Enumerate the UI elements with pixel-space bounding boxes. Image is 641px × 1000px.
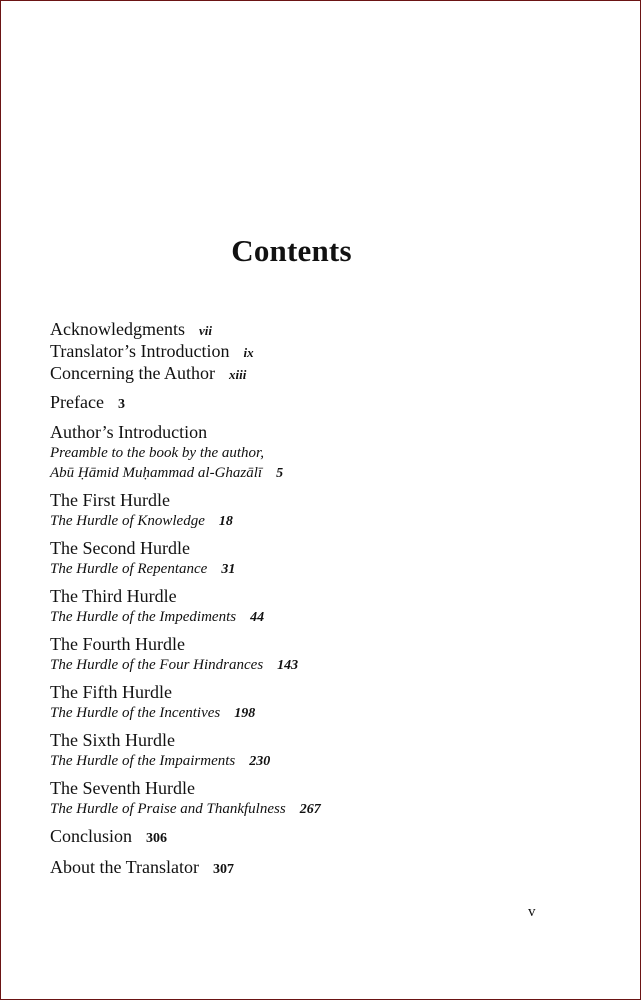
toc-entry-conclusion xyxy=(50,826,590,849)
toc-entry-preface xyxy=(50,392,590,415)
toc-entry-page: 3 xyxy=(117,397,125,412)
toc-entry-page: 44 xyxy=(250,610,265,625)
toc-entry-subtitle: The Hurdle of the Impairments xyxy=(50,753,236,769)
toc-entry-label: Author’s Introduction xyxy=(50,422,208,442)
toc-entry-concerning-the-author xyxy=(50,363,590,385)
toc-entry-subtitle: The Hurdle of the Impediments xyxy=(50,609,237,625)
toc-entry-subtitle: Preamble to the book by the author, xyxy=(50,445,264,461)
toc-entry-page: 306 xyxy=(146,831,168,846)
toc-entry-page: 230 xyxy=(249,754,271,769)
toc-entry-subtitle: The Hurdle of Repentance xyxy=(50,561,208,577)
toc-entry-page: 31 xyxy=(221,562,236,577)
toc-entry-first-hurdle xyxy=(50,490,590,532)
toc-entry-subtitle: The Hurdle of Knowledge xyxy=(50,513,205,529)
toc-entry-subtitle: The Hurdle of the Four Hindrances xyxy=(50,657,264,673)
toc-entry-page: 143 xyxy=(277,658,299,673)
toc-entry-page: 18 xyxy=(218,514,233,529)
toc-entry-label: The Second Hurdle xyxy=(50,538,190,558)
toc-entry-page: vii xyxy=(198,323,212,338)
toc-entry-label: Acknowledgments xyxy=(50,319,185,339)
toc-entry-label: The Sixth Hurdle xyxy=(50,730,175,750)
toc-entry-label: The Fifth Hurdle xyxy=(50,682,172,702)
page-title: Contents xyxy=(231,233,352,268)
toc-entry-page: 307 xyxy=(213,862,235,877)
toc-entry-page: 198 xyxy=(234,706,256,721)
toc-entry-seventh-hurdle xyxy=(50,778,590,820)
toc-entry-label: Conclusion xyxy=(50,826,133,846)
toc-entry-authors-introduction xyxy=(50,422,590,484)
toc-entry-label: Translator’s Introduction xyxy=(50,341,230,361)
toc-entry-about-the-translator xyxy=(50,857,590,880)
toc-entry-label: About the Translator xyxy=(50,857,200,877)
toc-entry-third-hurdle xyxy=(50,586,590,628)
toc-entry-sixth-hurdle xyxy=(50,730,590,772)
toc-entry-page: 5 xyxy=(276,466,284,481)
toc-entry-label: The Third Hurdle xyxy=(50,586,177,606)
table-of-contents xyxy=(50,319,590,880)
page-number: v xyxy=(528,904,536,920)
toc-entry-label: Preface xyxy=(50,392,104,412)
toc-entry-page: 267 xyxy=(299,802,321,817)
toc-entry-fourth-hurdle xyxy=(50,634,590,676)
toc-entry-page: ix xyxy=(243,345,254,360)
toc-entry-acknowledgments xyxy=(50,319,590,341)
toc-entry-subtitle: The Hurdle of Praise and Thankfulness xyxy=(50,801,286,817)
toc-entry-second-hurdle xyxy=(50,538,590,580)
toc-entry-subtitle: Abū Ḥāmid Muḥammad al-Ghazālī xyxy=(50,465,263,481)
toc-entry-page: xiii xyxy=(228,367,247,382)
toc-entry-fifth-hurdle xyxy=(50,682,590,724)
toc-entry-subtitle: The Hurdle of the Incentives xyxy=(50,705,221,721)
toc-entry-label: Concerning the Author xyxy=(50,363,215,383)
toc-entry-translators-introduction xyxy=(50,341,590,363)
toc-entry-label: The First Hurdle xyxy=(50,490,170,510)
toc-entry-label: The Fourth Hurdle xyxy=(50,634,185,654)
toc-entry-label: The Seventh Hurdle xyxy=(50,778,195,798)
